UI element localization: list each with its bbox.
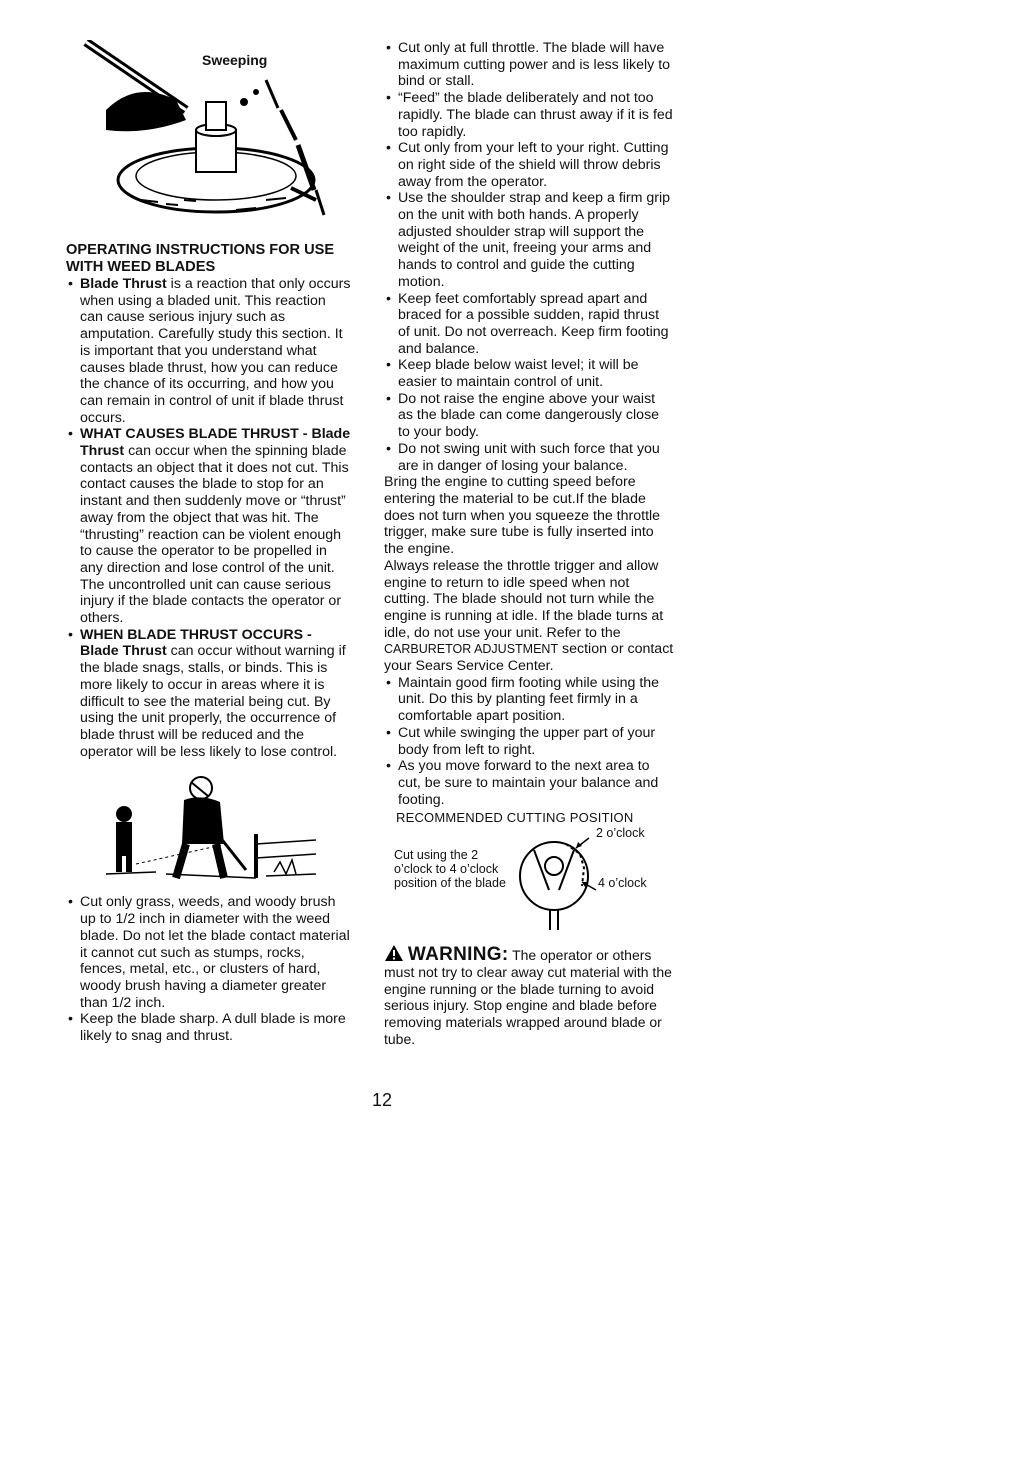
- warning-text: The operator or others must not try to clear away cut material with the engine running or the blade turning to avoid serious injury. Stop engine and blade before removing materials wrapped around blade or tube.: [384, 947, 672, 1047]
- list-item: • “Feed” the blade deliberately and not too rapidly. The blade can thrust away if it is fed too rapidly.: [384, 90, 674, 140]
- paragraph-idle: Always release the throttle trigger and allow engine to return to idle speed when not cutting. The blade should not turn while the engine is running at idle. If the blade turns at idle, do not use your unit. Refer to the CARBURETOR ADJUSTMENT section or contact your Sears Service Center.: [384, 557, 674, 675]
- list-item: • Cut only from your left to your right. Cutting on right side of the shield will throw debris away from the operator.: [384, 140, 674, 190]
- warning-block: [384, 944, 674, 1047]
- paragraph-cutting-speed: Bring the engine to cutting speed before entering the material to be cut.If the blade does not turn when you squeeze the throttle trigger, make sure tube is fully inserted into the engine.: [384, 474, 661, 558]
- label-2-oclock: 2 o’clock: [596, 826, 645, 841]
- label-4-oclock: 4 o’clock: [598, 876, 647, 891]
- figure-title: RECOMMENDED CUTTING POSITION: [396, 810, 634, 826]
- warning-label: WARNING:: [407, 944, 509, 966]
- operator-figure: [96, 774, 326, 884]
- weed-blade-list: [66, 894, 352, 1044]
- sweeping-label: Sweeping: [202, 52, 268, 68]
- list-item: • Keep the blade sharp. A dull blade is more likely to snag and thrust.: [66, 1011, 352, 1044]
- list-item: • WHAT CAUSES BLADE THRUST - Blade Thrust can occur when the spinning blade contacts an object that it does not cut. This contact causes the blade to stop for an instant and then suddenly move or “thrust” away from the object that was hit. The “thrusting” reaction can be violent enough to cause the operator to be propelled in any direction and lose control of the unit. The uncontrolled unit can cause serious injury if the blade contacts the operator or others.: [66, 426, 352, 626]
- cutting-position-figure: [384, 810, 674, 930]
- warning-triangle-icon: [384, 944, 404, 962]
- list-item: • Cut only at full throttle. The blade will have maximum cutting power and is less likely to bind or stall.: [384, 40, 674, 90]
- blade-thrust-list: [66, 276, 352, 760]
- footing-list: [384, 675, 674, 809]
- figure-caption: Cut using the 2 o’clock to 4 o’clock position of the blade: [394, 848, 506, 891]
- list-item: • Maintain good firm footing while using the unit. Do this by planting feet firmly in a comfortable apart position.: [384, 675, 674, 725]
- sweeping-illustration: [66, 40, 352, 240]
- cutting-tips-list: [384, 40, 674, 474]
- list-item: • Cut only grass, weeds, and woody brush up to 1/2 inch in diameter with the weed blade. Do not let the blade contact material it cannot cut such as stumps, rocks, fences, metal, etc., or clusters of hard, woody brush having a diameter greater than 1/2 inch.: [66, 894, 352, 1011]
- operator-illustration: [96, 774, 326, 884]
- list-item: • WHEN BLADE THRUST OCCURS - Blade Thrust can occur without warning if the blade snags, stalls, or binds. This is more likely to occur in areas where it is difficult to see the material being cut. By using the unit properly, the occurrence of blade thrust will be reduced and the operator will be less likely to lose control.: [66, 627, 352, 761]
- list-item: • As you move forward to the next area to cut, be sure to maintain your balance and footing.: [384, 758, 674, 808]
- list-item: • Blade Thrust is a reaction that only occurs when using a bladed unit. This reaction can cause serious injury such as amputation. Carefully study this section. It is important that you understand what causes blade thrust, how you can reduce the chance of its occurring, and how you can remain in control of unit if blade thrust occurs.: [66, 276, 352, 426]
- list-item: • Keep feet comfortably spread apart and braced for a possible sudden, rapid thrust of unit. Do not overreach. Keep firm footing and balance.: [384, 291, 674, 358]
- list-item: • Cut while swinging the upper part of your body from left to right.: [384, 725, 674, 758]
- list-item: • Do not raise the engine above your waist as the blade can come dangerously close to your body.: [384, 391, 674, 441]
- list-item: • Do not swing unit with such force that you are in danger of losing your balance.: [384, 441, 674, 474]
- left-column: [66, 40, 352, 1045]
- list-item: • Use the shoulder strap and keep a firm grip on the unit with both hands. A properly adjusted shoulder strap will support the weight of the unit, freeing your arms and hands to control and guide the cutting motion.: [384, 190, 674, 290]
- sweeping-figure: [66, 40, 352, 240]
- list-item: • Keep blade below waist level; it will be easier to maintain control of unit.: [384, 357, 674, 390]
- page-number: 12: [372, 1090, 393, 1110]
- right-column: [384, 40, 674, 1048]
- section-heading: OPERATING INSTRUCTIONS FOR USE WITH WEED BLADES: [66, 242, 335, 275]
